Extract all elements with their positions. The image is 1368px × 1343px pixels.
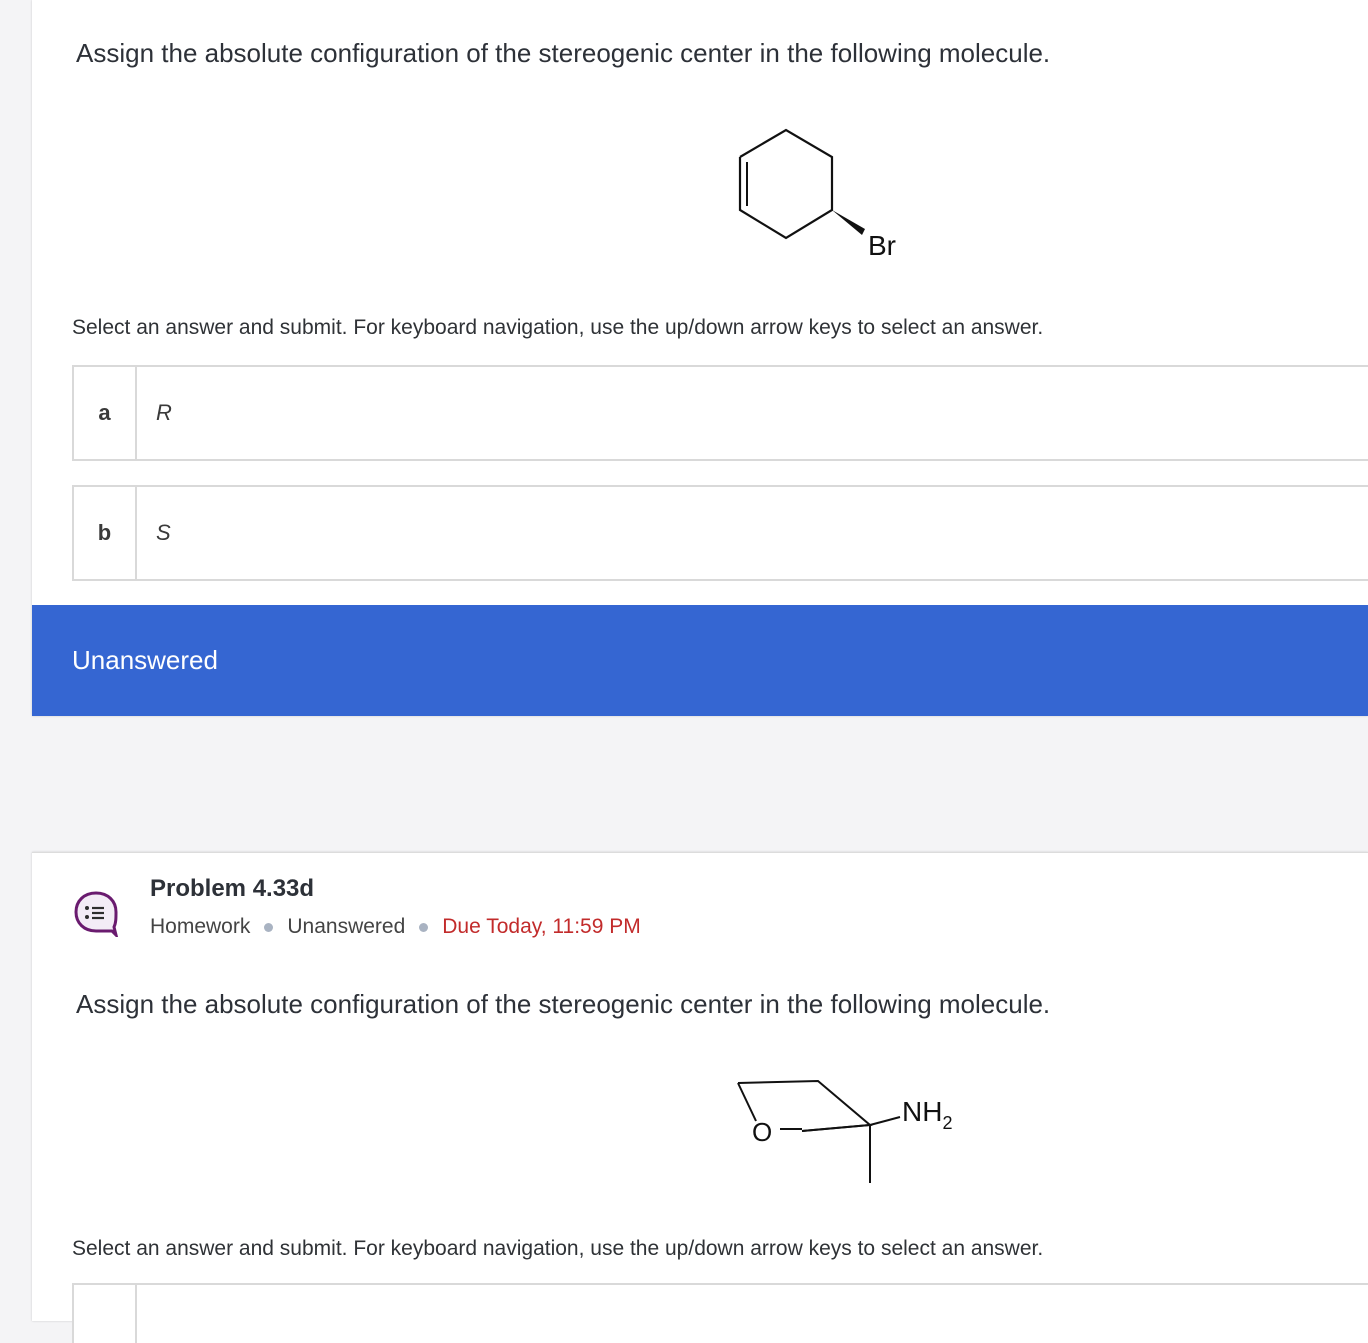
status-bar	[32, 605, 1368, 716]
oxygen-label: O	[752, 1117, 773, 1147]
question-prompt: Assign the absolute configuration of the stereogenic center in the following molecule.	[76, 38, 1051, 68]
choice-letter	[74, 1285, 137, 1343]
answer-instructions: Select an answer and submit. For keyboard navigation, use the up/down arrow keys to select an answer.	[72, 316, 1044, 339]
choice-a[interactable]	[72, 1283, 1368, 1343]
molecule-bromocyclohexene	[722, 120, 922, 270]
answer-instructions: Select an answer and submit. For keyboard navigation, use the up/down arrow keys to select an answer.	[72, 1237, 1044, 1260]
question-card-1	[32, 0, 1368, 716]
molecule-aminotetrahydropyran	[722, 1073, 982, 1193]
choice-letter: b	[74, 487, 137, 579]
amine-label: $NH_2$	[902, 1096, 953, 1133]
separator-dot	[264, 923, 273, 932]
question-card-2	[32, 852, 1368, 1321]
choice-text: S	[156, 520, 171, 545]
status-text: Unanswered	[72, 645, 218, 675]
choice-text: R	[156, 400, 172, 425]
problem-status: Unanswered	[287, 915, 406, 938]
assignment-type: Homework	[150, 915, 251, 938]
due-date: Due Today, 11:59 PM	[442, 915, 641, 938]
chat-question-icon	[72, 889, 120, 937]
problem-title: Problem 4.33d	[150, 875, 315, 902]
choice-b[interactable]	[72, 485, 1368, 581]
problem-meta	[150, 915, 641, 939]
bromine-label: Br	[868, 230, 896, 261]
separator-dot	[419, 923, 428, 932]
choice-letter: a	[74, 367, 137, 459]
question-prompt: Assign the absolute configuration of the stereogenic center in the following molecule.	[76, 989, 1051, 1019]
choice-a[interactable]	[72, 365, 1368, 461]
